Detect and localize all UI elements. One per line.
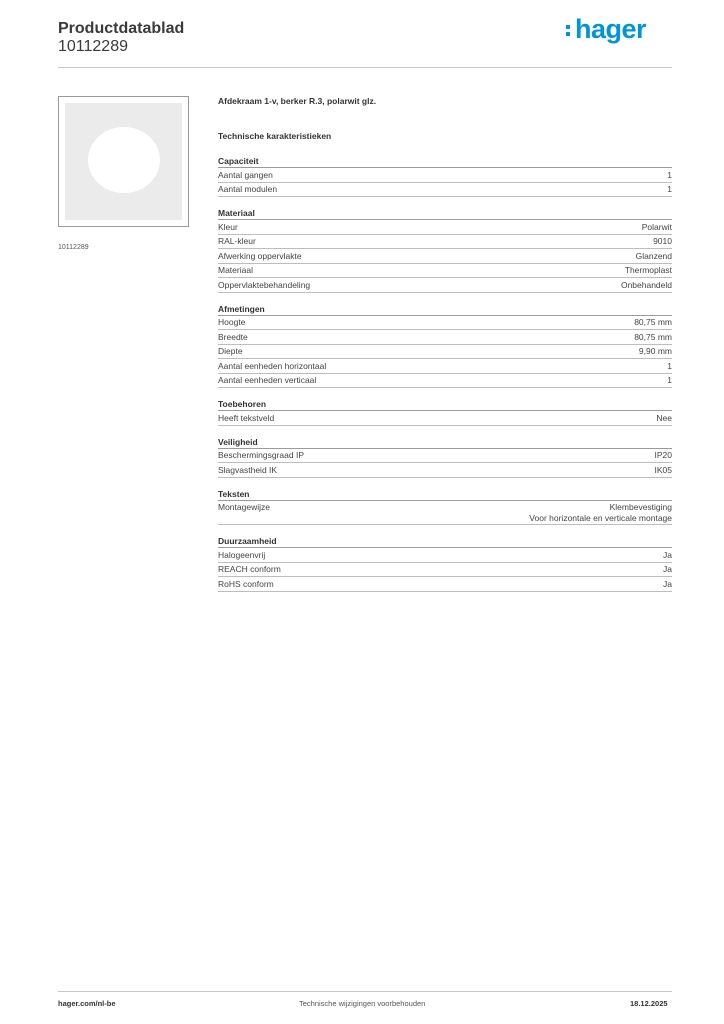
product-image-caption: 10112289 [58,244,89,251]
hager-logo [566,14,646,45]
spec-value [639,346,672,357]
spec-section [218,208,672,293]
spec-value-line: Polarwit [641,221,672,232]
spec-content [218,96,672,592]
spec-row [218,316,672,331]
frame-opening [88,127,160,193]
spec-value [663,550,672,561]
spec-value-line: Nee [656,412,672,423]
section-title: Veiligheid [218,437,672,449]
spec-label: Aantal eenheden horizontaal [218,360,327,371]
spec-label: Diepte [218,346,243,356]
spec-row [218,501,672,526]
spec-label: Afwerking oppervlakte [218,250,302,261]
spec-value [667,361,672,372]
spec-label: Oppervlaktebehandeling [218,279,311,290]
spec-label: Aantal gangen [218,169,273,180]
spec-value-line: 80,75 mm [634,331,672,342]
spec-label: Aantal modulen [218,184,278,194]
spec-row [218,463,672,478]
spec-row [218,168,672,183]
header-divider [58,67,672,68]
spec-label: Hoogte [218,317,246,327]
spec-value-line: Voor horizontale en verticale montage [529,513,672,523]
spec-row [218,278,672,293]
spec-value-line: Onbehandeld [620,279,672,290]
spec-label: Kleur [218,221,238,232]
spec-label: Aantal eenheden verticaal [218,375,317,385]
spec-value [655,450,673,461]
spec-section [218,437,672,478]
spec-value [667,170,672,181]
spec-value-line: Ja [663,549,672,560]
spec-value-line: Klembevestiging [609,502,672,512]
spec-value-line: Glanzend [635,250,672,261]
spec-row [218,264,672,279]
logo-text: hager [575,14,647,44]
product-number: 10112289 [58,38,128,55]
spec-value [653,236,672,247]
spec-label: Halogeenvrij [218,549,266,560]
spec-label: Heeft tekstveld [218,412,275,423]
frame-plate-image [65,103,182,220]
spec-row [218,220,672,235]
spec-section [218,536,672,592]
spec-label: RoHS conform [218,578,274,589]
spec-value [663,579,672,590]
spec-section [218,399,672,426]
spec-sections [218,156,672,592]
spec-value [636,251,672,262]
spec-value [656,413,672,424]
spec-section [218,489,672,526]
section-title: Materiaal [218,208,672,220]
spec-label: Montagewijze [218,502,270,512]
spec-row [218,411,672,426]
spec-row [218,359,672,374]
spec-value-line: Thermoplast [624,265,672,275]
spec-row [218,449,672,464]
spec-value-line: 80,75 mm [634,317,672,327]
spec-value [663,564,672,575]
logo-dots-icon [566,25,572,39]
section-title: Afmetingen [218,304,672,316]
spec-row [218,374,672,389]
page-title: Productdatablad [58,20,185,37]
spec-value [625,265,672,276]
spec-row [218,330,672,345]
footer-divider [58,991,672,992]
spec-value-line: IK05 [654,464,672,475]
spec-value-line: 9010 [653,236,672,246]
footer-disclaimer: Technische wijzigingen voorbehouden [299,999,426,1008]
spec-label: Materiaal [218,265,253,275]
spec-value-line: Ja [663,564,672,574]
product-description: Afdekraam 1-v, berker R.3, polarwit glz. [218,96,377,106]
spec-value [667,375,672,386]
spec-label: Slagvastheid IK [218,464,278,475]
spec-row [218,577,672,592]
spec-row [218,345,672,360]
spec-row [218,235,672,250]
section-title: Duurzaamheid [218,536,672,548]
spec-row [218,563,672,578]
spec-label: Breedte [218,331,248,342]
spec-value-line: Ja [663,578,672,589]
spec-label: RAL-kleur [218,236,256,246]
tech-characteristics-title: Technische karakteristieken [218,131,332,141]
spec-value-line: IP20 [654,450,672,460]
spec-value [667,184,672,195]
spec-value [634,332,672,343]
spec-value-line: 1 [667,184,672,194]
spec-value [621,280,672,291]
section-title: Toebehoren [218,399,672,411]
spec-value [529,502,672,524]
section-title: Capaciteit [218,156,672,168]
spec-value-line: 1 [667,360,672,371]
spec-section [218,156,672,197]
section-title: Teksten [218,489,672,501]
product-image [58,96,189,227]
spec-value-line: 9,90 mm [638,346,672,356]
spec-row [218,249,672,264]
spec-row [218,183,672,198]
spec-value-line: 1 [667,375,672,385]
spec-value [642,222,672,233]
spec-section [218,304,672,389]
footer-date: 18.12.2025 [630,999,668,1008]
spec-label: Beschermingsgraad IP [218,450,304,460]
spec-value-line: 1 [667,169,672,180]
spec-row [218,548,672,563]
spec-value [634,317,672,328]
spec-label: REACH conform [218,564,281,574]
spec-value [655,465,673,476]
footer-website: hager.com/nl-be [58,999,116,1008]
